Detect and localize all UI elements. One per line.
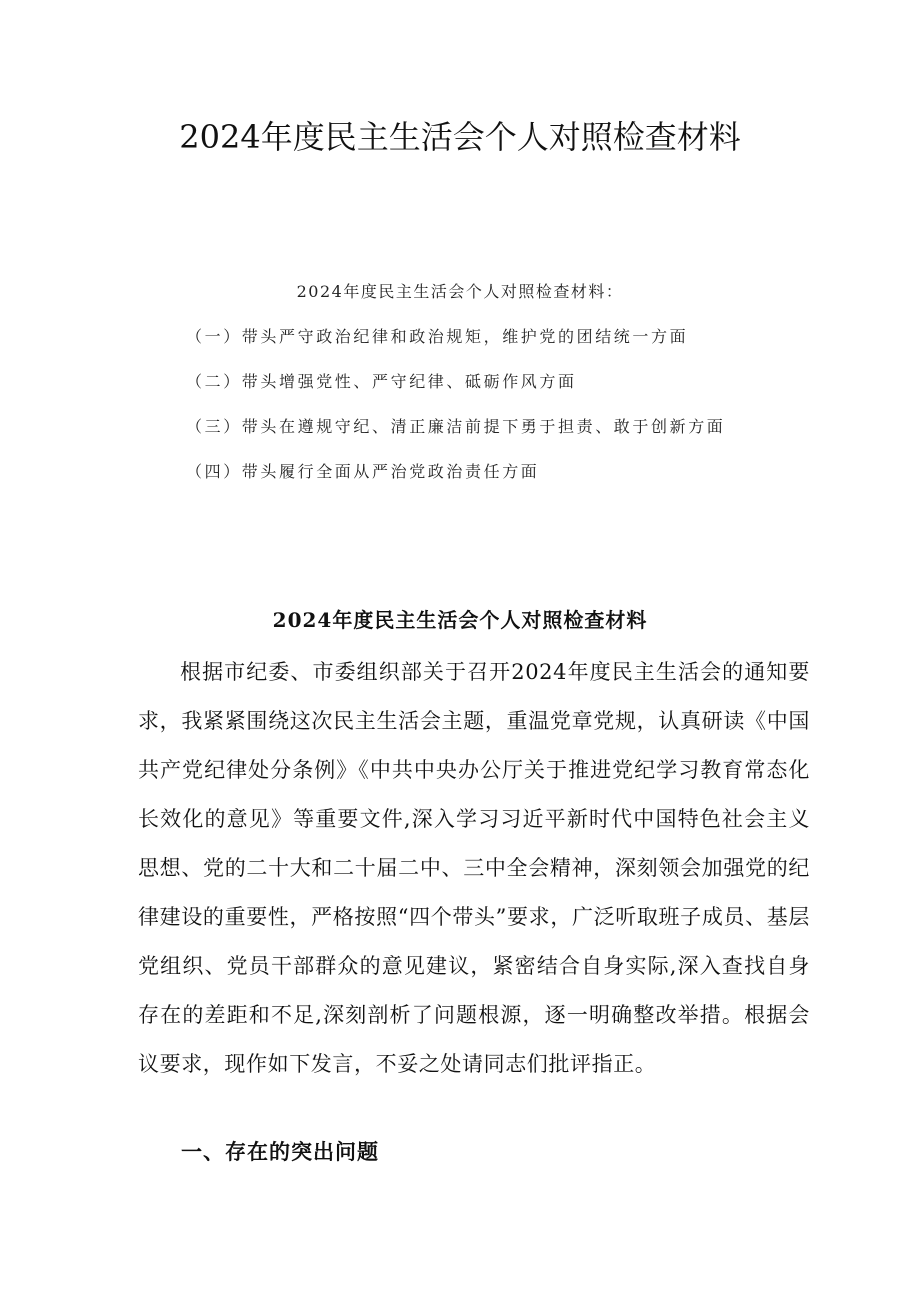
- body-title: 2024年度民主生活会个人对照检查材料: [272, 608, 648, 632]
- body-paragraph: 根据市纪委、市委组织部关于召开2024年度民主生活会的通知要求，我紧紧围绕这次民主生活会主题，重温党章党规，认真研读《中国共产党纪律处分条例》《中共中央办公厅关于推进党纪学习教育常态化长效化的意见》等重要文件,深入学习习近平新时代中国特色社会主义思想、党的二十大和二十届二中、三中全会精神，深刻领会加强党的纪律建设的重要性，严格按照“四个带头”要求，广泛听取班子成员、基层党组织、党员干部群众的意见建议，紧密结合自身实际,深入查找自身存在的差距和不足,深刻剖析了问题根源，逐一明确整改举措。根据会议要求，现作如下发言，不妥之处请同志们批评指正。: [138, 660, 810, 1076]
- toc-item: （四）带头履行全面从严治党政治责任方面: [186, 462, 540, 481]
- toc-item: （一）带头严守政治纪律和政治规矩，维护党的团结统一方面: [186, 327, 689, 346]
- toc-item: （二）带头增强党性、严守纪律、砥砺作风方面: [186, 372, 577, 391]
- section-heading: 一、存在的突出问题: [181, 1139, 379, 1164]
- toc-item: （三）带头在遵规守纪、清正廉洁前提下勇于担责、敢于创新方面: [186, 417, 726, 436]
- document-title: 2024年度民主生活会个人对照检查材料: [179, 118, 741, 156]
- toc-heading: 2024年度民主生活会个人对照检查材料：: [296, 282, 624, 301]
